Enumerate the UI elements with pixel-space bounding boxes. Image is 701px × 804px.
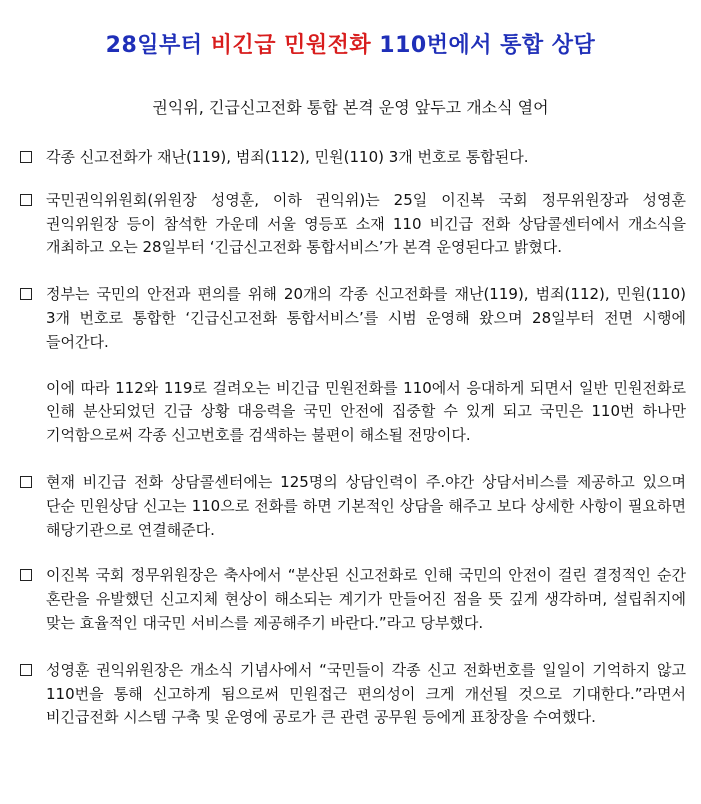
paragraph-2	[20, 189, 686, 260]
paragraph-4	[20, 377, 686, 448]
checkbox-bullet-icon	[20, 151, 32, 163]
title-part-rest: 110번에서 통합 상담	[371, 33, 596, 58]
checkbox-bullet-icon	[20, 288, 32, 300]
page-title	[0, 28, 701, 59]
paragraph-7	[20, 659, 686, 730]
document-body	[20, 146, 686, 730]
page-subtitle: 권익위, 긴급신고전화 통합 본격 운영 앞두고 개소식 열어	[152, 98, 549, 117]
paragraph-5	[20, 471, 686, 542]
title-part-date: 28일부터	[105, 33, 211, 58]
checkbox-bullet-icon	[20, 569, 32, 581]
paragraph-text: 정부는 국민의 안전과 편의를 위해 20개의 각종 신고전화를 재난(119), 범죄(112), 민원(110) 3개 번호로 통합한 ‘긴급신고전화 통합서비스’를 시범 운영해 왔으며 28일부터 전면 시행에 들어간다.	[46, 285, 686, 351]
paragraph-text: 각종 신고전화가 재난(119), 범죄(112), 민원(110) 3개 번호로 통합된다.	[46, 148, 529, 166]
paragraph-text: 성영훈 권익위원장은 개소식 기념사에서 “국민들이 각종 신고 전화번호를 일일이 기억하지 않고 110번을 통해 신고하게 됨으로써 민원접근 편의성이 크게 개선될 것으로 기대한다.”라면서 비긴급전화 시스템 구축 및 운영에 공로가 큰 관련 공무원 등에게 표창장을 수여했다.	[46, 660, 686, 727]
paragraph-3	[20, 283, 686, 354]
checkbox-bullet-icon	[20, 194, 32, 206]
checkbox-bullet-icon	[20, 664, 32, 676]
checkbox-bullet-icon	[20, 476, 32, 488]
paragraph-text: 국민권익위원회(위원장 성영훈, 이하 권익위)는 25일 이진복 국회 정무위원장과 성영훈 권익위원장 등이 참석한 가운데 서울 영등포 소재 110 비긴급 전화 상담콜센터에서 개소식을 개최하고 오는 28일부터 ‘긴급신고전화 통합서비스’가 본격 운영된다고 밝혔다.	[46, 190, 686, 257]
paragraph-text: 현재 비긴급 전화 상담콜센터에는 125명의 상담인력이 주.야간 상담서비스를 제공하고 있으며 단순 민원상담 신고는 110으로 전화를 하면 기본적인 상담을 해주고 보다 상세한 사항이 필요하면 해당기관으로 연결해준다.	[46, 472, 686, 539]
paragraph-6	[20, 564, 686, 635]
paragraph-text: 이진복 국회 정무위원장은 축사에서 “분산된 신고전화로 인해 국민의 안전이 걸린 결정적인 순간 혼란을 유발했던 신고지체 현상이 해소되는 계기가 만들어진 점을 뜻 깊게 생각하며, 설립취지에 맞는 효율적인 대국민 서비스를 제공해주기 바란다.”라고 당부했다.	[46, 566, 686, 632]
title-part-highlight: 비긴급 민원전화	[210, 33, 372, 58]
paragraph-1	[20, 146, 686, 170]
paragraph-text: 이에 따라 112와 119로 걸려오는 비긴급 민원전화를 110에서 응대하게 되면서 일반 민원전화로 인해 분산되었던 긴급 상황 대응력을 국민 안전에 집중할 수 있게 되고 국민은 110번 하나만 기억함으로써 각종 신고번호를 검색하는 불편이 해소될 전망이다.	[46, 378, 686, 445]
